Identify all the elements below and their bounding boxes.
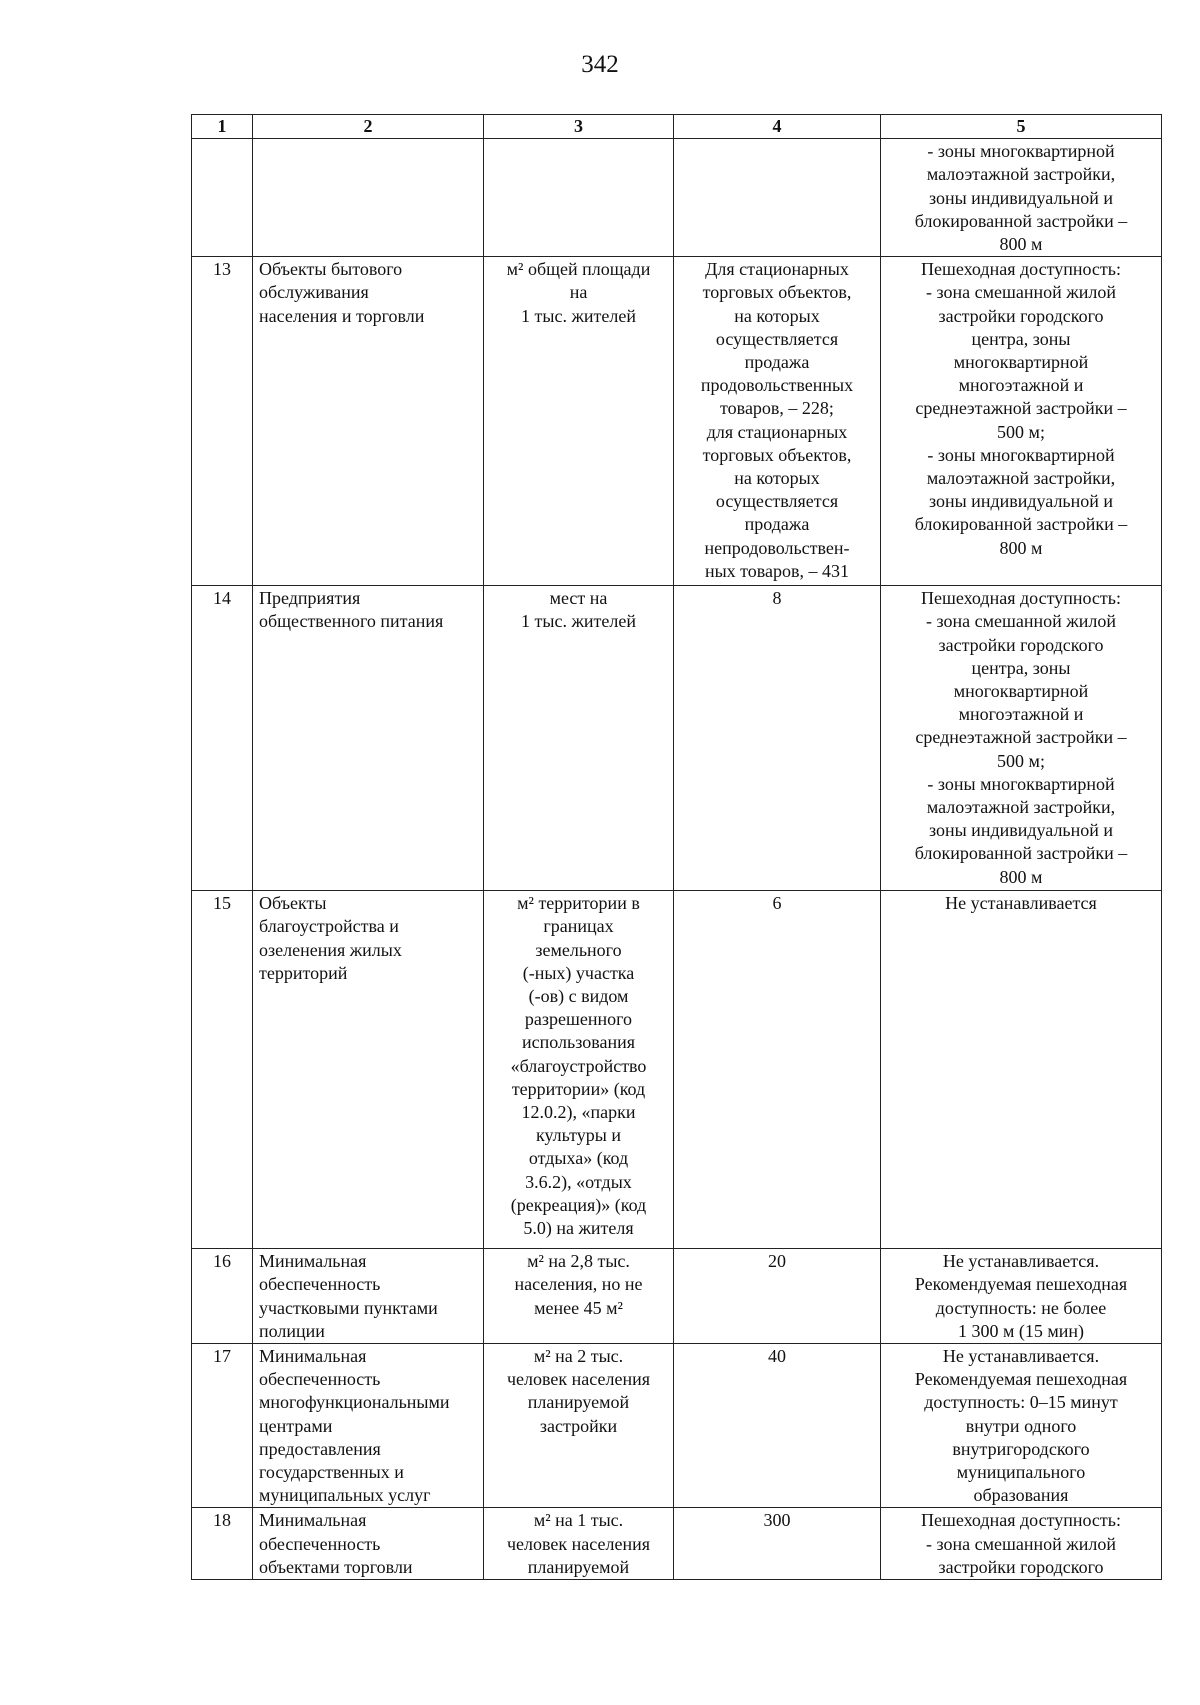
row-number: 17 bbox=[192, 1344, 253, 1508]
column-header-1: 1 bbox=[192, 115, 253, 139]
object-name: Предприятия общественного питания bbox=[253, 586, 484, 891]
object-name: Минимальная обеспеченность участковыми пунктами полиции bbox=[253, 1249, 484, 1344]
accessibility: Пешеходная доступность: - зона смешанной жилой застройки городского центра, зоны многоквартирной многоэтажной и среднеэтажной застройки – 500 м; - зоны многоквартирной малоэтажной застройки, зоны индивидуальной и блокированной застройки – 800 м bbox=[881, 257, 1162, 586]
object-name: Объекты бытового обслуживания населения и торговли bbox=[253, 257, 484, 586]
norm-value: 300 bbox=[674, 1508, 881, 1580]
table-row bbox=[192, 1249, 1162, 1344]
table-row bbox=[192, 1344, 1162, 1508]
table-row bbox=[192, 586, 1162, 891]
norm-value: Для стационарных торговых объектов, на которых осуществляется продажа продовольственных товаров, – 228; для стационарных торговых объектов, на которых осуществляется продажа непродовольствен- ных товаров, – 431 bbox=[674, 257, 881, 586]
norm-value: 8 bbox=[674, 586, 881, 891]
row-number: 18 bbox=[192, 1508, 253, 1580]
table-row bbox=[192, 1508, 1162, 1580]
unit-of-measure: м² общей площади на 1 тыс. жителей bbox=[484, 257, 674, 586]
object-name bbox=[253, 139, 484, 257]
table-row bbox=[192, 139, 1162, 257]
table-row bbox=[192, 891, 1162, 1249]
row-number: 16 bbox=[192, 1249, 253, 1344]
row-number: 14 bbox=[192, 586, 253, 891]
norm-value: 6 bbox=[674, 891, 881, 1249]
unit-of-measure bbox=[484, 139, 674, 257]
norms-table bbox=[191, 114, 1162, 1580]
object-name: Минимальная обеспеченность объектами торговли bbox=[253, 1508, 484, 1580]
row-number: 15 bbox=[192, 891, 253, 1249]
object-name: Минимальная обеспеченность многофункциональными центрами предоставления государственных и муниципальных услуг bbox=[253, 1344, 484, 1508]
unit-of-measure: м² на 1 тыс. человек населения планируемой bbox=[484, 1508, 674, 1580]
accessibility: Пешеходная доступность: - зона смешанной жилой застройки городского центра, зоны многоквартирной многоэтажной и среднеэтажной застройки – 500 м; - зоны многоквартирной малоэтажной застройки, зоны индивидуальной и блокированной застройки – 800 м bbox=[881, 586, 1162, 891]
table-row bbox=[192, 257, 1162, 586]
accessibility: Не устанавливается. Рекомендуемая пешеходная доступность: 0–15 минут внутри одного внутригородского муниципального образования bbox=[881, 1344, 1162, 1508]
unit-of-measure: м² территории в границах земельного (-ных) участка (-ов) с видом разрешенного использования «благоустройство территории» (код 12.0.2), «парки культуры и отдыха» (код 3.6.2), «отдых (рекреация)» (код 5.0) на жителя bbox=[484, 891, 674, 1249]
accessibility: Пешеходная доступность: - зона смешанной жилой застройки городского bbox=[881, 1508, 1162, 1580]
norm-value: 40 bbox=[674, 1344, 881, 1508]
column-header-5: 5 bbox=[881, 115, 1162, 139]
accessibility: Не устанавливается. Рекомендуемая пешеходная доступность: не более 1 300 м (15 мин) bbox=[881, 1249, 1162, 1344]
unit-of-measure: м² на 2,8 тыс. населения, но не менее 45 м² bbox=[484, 1249, 674, 1344]
accessibility: Не устанавливается bbox=[881, 891, 1162, 1249]
norm-value: 20 bbox=[674, 1249, 881, 1344]
page-number: 342 bbox=[581, 51, 619, 78]
object-name: Объекты благоустройства и озеленения жилых территорий bbox=[253, 891, 484, 1249]
row-number: 13 bbox=[192, 257, 253, 586]
column-header-4: 4 bbox=[674, 115, 881, 139]
norm-value bbox=[674, 139, 881, 257]
table-header-row bbox=[192, 115, 1162, 139]
row-number bbox=[192, 139, 253, 257]
accessibility: - зоны многоквартирной малоэтажной застройки, зоны индивидуальной и блокированной застройки – 800 м bbox=[881, 139, 1162, 257]
unit-of-measure: мест на 1 тыс. жителей bbox=[484, 586, 674, 891]
column-header-2: 2 bbox=[253, 115, 484, 139]
column-header-3: 3 bbox=[484, 115, 674, 139]
unit-of-measure: м² на 2 тыс. человек населения планируемой застройки bbox=[484, 1344, 674, 1508]
